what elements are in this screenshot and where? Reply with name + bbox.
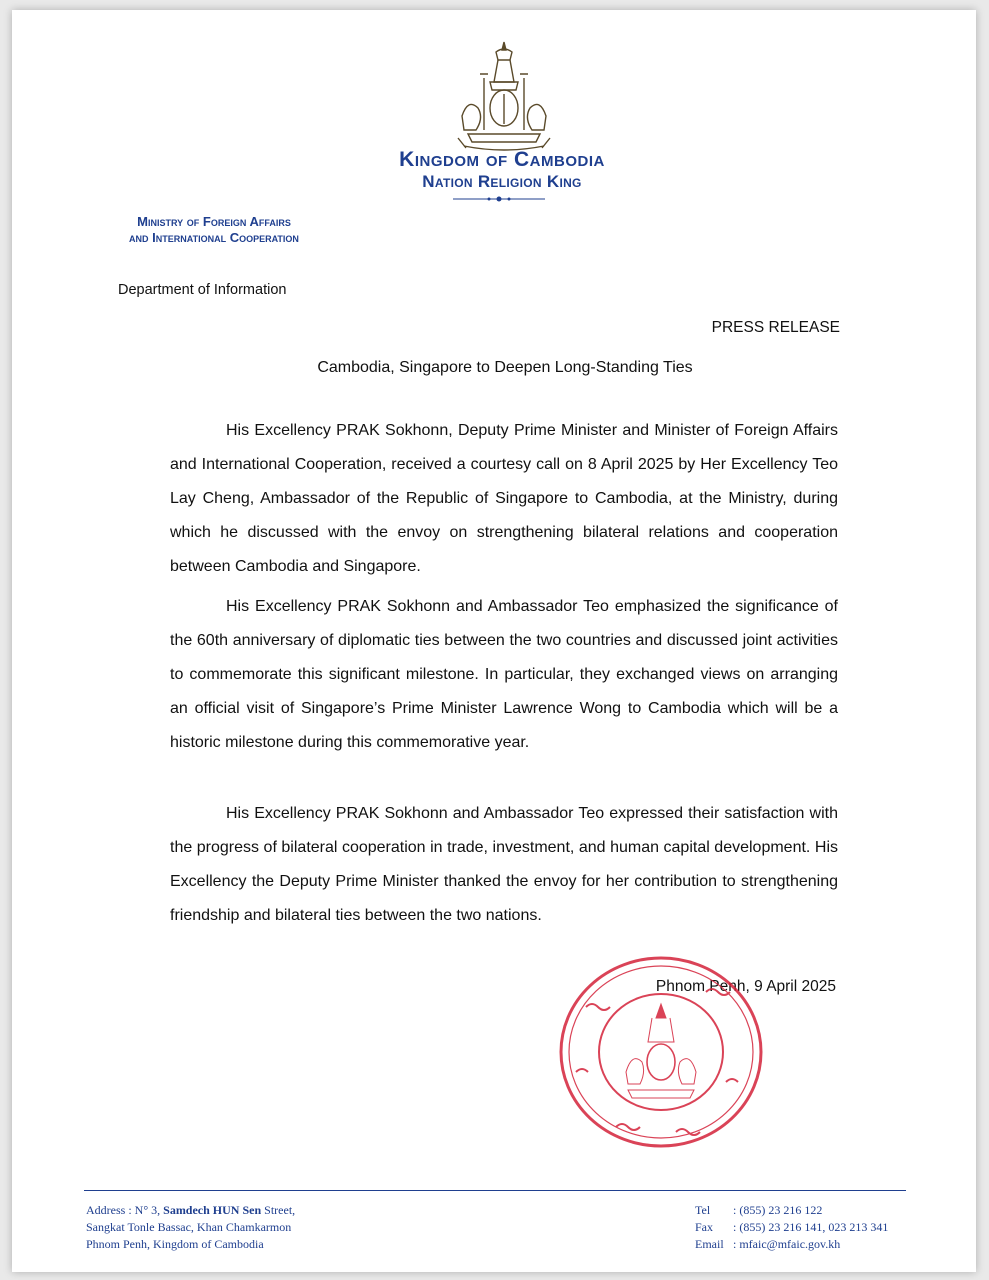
document-label: PRESS RELEASE — [711, 319, 840, 336]
fax-number: : (855) 23 216 141, 023 213 341 — [733, 1220, 889, 1234]
address-line-2: Sangkat Tonle Bassac, Khan Chamkarmon — [86, 1220, 292, 1234]
email-label: Email — [695, 1237, 724, 1251]
department-name: Department of Information — [118, 282, 287, 298]
email-address: : mfaic@mfaic.gov.kh — [733, 1237, 841, 1251]
address-label: Address : N° 3, — [86, 1203, 164, 1217]
ministry-name-line1: Ministry of Foreign Affairs — [137, 214, 291, 229]
footer-contact — [695, 1202, 888, 1253]
kingdom-heading: Kingdom of Cambodia — [399, 148, 605, 171]
address-line-3: Phnom Penh, Kingdom of Cambodia — [86, 1237, 264, 1251]
paragraph-1: His Excellency PRAK Sokhonn, Deputy Prime Minister and Minister of Foreign Affairs and International Cooperation, received a courtesy call on 8 April 2025 by Her Excellency Teo Lay Cheng, Ambassador of the Republic of Singapore to Cambodia, at the Ministry, during which he discussed with the envoy on strengthening bilateral relations and cooperation between Cambodia and Singapore. — [170, 422, 838, 575]
press-release-title: Cambodia, Singapore to Deepen Long-Standing Ties — [317, 359, 693, 376]
national-motto: Nation Religion King — [422, 172, 582, 191]
tel-number: : (855) 23 216 122 — [733, 1203, 823, 1217]
address-street-rest: Street, — [261, 1203, 296, 1217]
footer-address — [86, 1202, 295, 1253]
ornament-divider-icon — [453, 194, 545, 204]
official-ministry-seal-icon — [556, 952, 766, 1152]
paragraph-3: His Excellency PRAK Sokhonn and Ambassador Teo expressed their satisfaction with the progress of bilateral cooperation in trade, investment, and human capital development. His Excellency the Deputy Prime Minister thanked the envoy for her contribution to strengthening friendship and bilateral ties between the two nations. — [170, 805, 838, 924]
fax-label: Fax — [695, 1220, 713, 1234]
address-street-name: Samdech HUN Sen — [163, 1203, 262, 1217]
ministry-name-line2: and International Cooperation — [129, 230, 299, 245]
document-page — [12, 10, 976, 1272]
paragraph-2: His Excellency PRAK Sokhonn and Ambassador Teo emphasized the significance of the 60th anniversary of diplomatic ties between the two countries and discussed joint activities to commemorate this significant milestone. In particular, they exchanged views on arranging an official visit of Singapore’s Prime Minister Lawrence Wong to Cambodia which will be a historic milestone during this commemorative year. — [170, 598, 838, 751]
place-and-date: Phnom Penh, 9 April 2025 — [655, 978, 836, 995]
royal-coat-of-arms-icon — [444, 38, 564, 156]
tel-label: Tel — [695, 1203, 711, 1217]
footer-divider — [84, 1190, 906, 1191]
